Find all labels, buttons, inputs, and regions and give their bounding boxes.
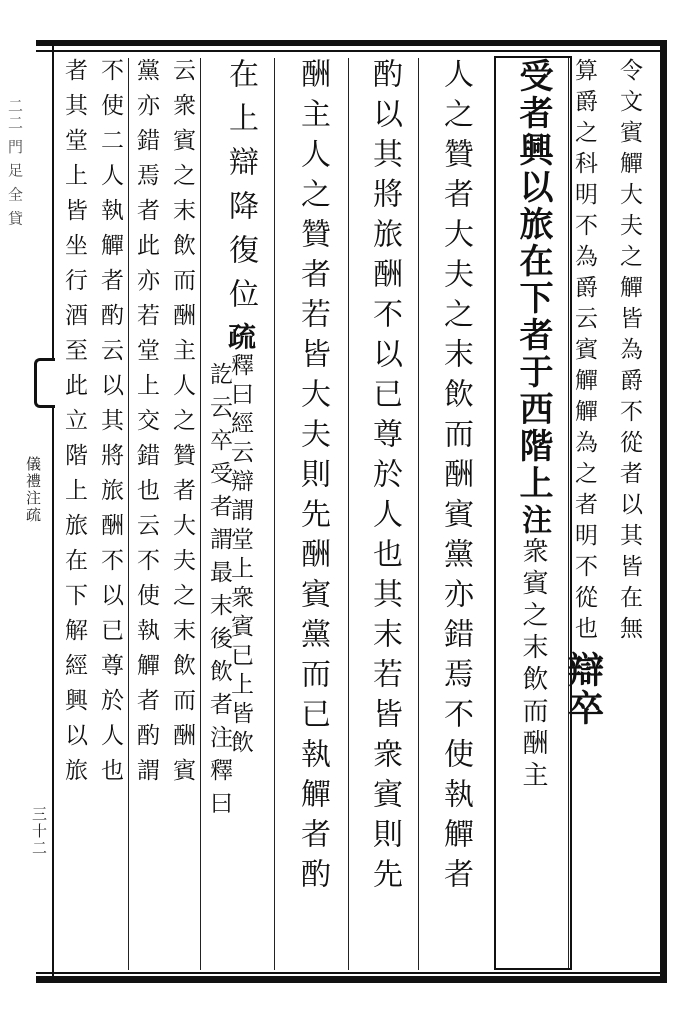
column-tail-text: 衆賓之末飲而酬主 — [518, 537, 548, 793]
gutter-top-text: 二二 門 足 全 貸 — [6, 98, 24, 228]
text-column-9 — [164, 58, 200, 970]
column-main-text: 在上辯降復位 — [223, 58, 258, 322]
text-column-12 — [56, 58, 92, 970]
frame-right-border — [660, 40, 667, 983]
text-column-8 — [200, 362, 238, 962]
column-rule — [274, 58, 275, 970]
column-text: 酌以其將旅酬不以已尊於人也其末若皆衆賓則先 — [367, 58, 402, 898]
frame-bottom-inner-border — [36, 972, 667, 974]
annotation-label: 注 — [516, 504, 551, 537]
text-column-5 — [350, 58, 418, 970]
column-tail-text: 辯卒 — [562, 651, 605, 727]
text-column-3 — [498, 58, 568, 970]
text-column-1 — [598, 58, 660, 970]
frame-bottom-border — [36, 976, 667, 983]
gutter-book-title: 儀禮注疏 — [24, 456, 42, 524]
column-main-text: 受者興以旅在下者于西階上 — [513, 58, 553, 502]
text-column-4 — [420, 58, 490, 970]
text-column-6 — [276, 58, 348, 970]
column-text: 黨亦錯焉者此亦若堂上交錯也云不使執觶者酌謂 — [133, 58, 159, 793]
text-column-10 — [128, 58, 164, 970]
frame-top-border — [36, 40, 667, 46]
column-rule — [418, 58, 419, 970]
column-text: 云衆賓之末飲而酬主人之贊者大夫之末飲而酬賓 — [169, 58, 195, 793]
column-text: 不使二人執觶者酌云以其將旅酬不以已尊於人也 — [97, 58, 123, 793]
column-tail-text: 釋曰經云辯謂堂上衆賓已上皆飲 — [227, 353, 253, 759]
text-column-2 — [562, 58, 605, 970]
column-text: 人之贊者大夫之末飲而酬賓黨亦錯焉不使執觶者 — [438, 58, 473, 898]
frame-left-border — [52, 46, 54, 978]
column-rule — [348, 58, 349, 970]
page-gutter — [0, 46, 52, 976]
column-text: 訖云卒受者謂最末後飲者注釋曰 — [206, 362, 232, 824]
column-text: 酬主人之贊者若皆大夫則先酬賓黨而已執觶者酌 — [295, 58, 330, 898]
gutter-page-number: 三十二 — [30, 806, 48, 857]
fishtail-mark — [34, 358, 55, 408]
text-column-11 — [92, 58, 128, 970]
column-text: 算爵之科明不為爵云賓觶觶為之者明不從也 — [571, 58, 597, 647]
frame-top-inner-border — [36, 50, 667, 52]
column-text: 者其堂上皆坐行酒至此立階上旅在下解經興以旅 — [61, 58, 87, 793]
annotation-label: 疏 — [224, 322, 257, 353]
column-text: 令文賓觶大夫之觶皆為爵不從者以其皆在無 — [616, 58, 642, 647]
